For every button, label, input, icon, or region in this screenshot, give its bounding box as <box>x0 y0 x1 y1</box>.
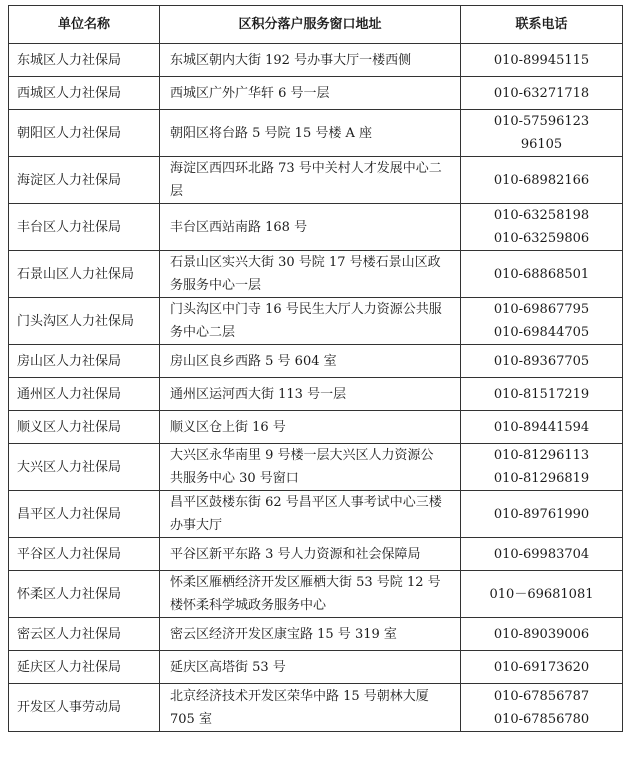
address-line: 海淀区西四环北路 73 号中关村人才发展中心二 <box>170 161 442 176</box>
phone-number: 010-69983704 <box>493 546 590 562</box>
address-cell <box>160 571 461 618</box>
address-line: 密云区经济开发区康宝路 15 号 319 室 <box>170 626 397 642</box>
phone-number: 010-67856780 <box>493 711 590 727</box>
table-row <box>9 538 623 571</box>
address-line: 通州区运河西大街 113 号一层 <box>170 386 347 402</box>
unit-name-cell: 密云区人力社保局 <box>9 618 160 651</box>
phone-cell <box>461 157 623 204</box>
address-line: 层 <box>170 184 184 199</box>
table-body <box>9 44 623 732</box>
address-line: 务中心二层 <box>170 325 236 340</box>
phone-number: 010-89039006 <box>493 626 590 642</box>
address-line: 丰台区西站南路 168 号 <box>170 219 308 235</box>
phone-number: 010-69173620 <box>493 659 590 675</box>
phone-number: 010-81296113 <box>493 448 590 463</box>
phone-cell <box>461 651 623 684</box>
address-line: 门头沟区中门寺 16 号民生大厅人力资源公共服 <box>170 302 442 317</box>
address-line: 办事大厅 <box>170 518 223 533</box>
table-row <box>9 491 623 538</box>
phone-number: 010-67856787 <box>493 688 590 704</box>
table-header-row <box>9 6 623 44</box>
address-cell <box>160 651 461 684</box>
address-cell <box>160 684 461 732</box>
table-row <box>9 157 623 204</box>
phone-cell <box>461 538 623 571</box>
phone-number: 010-68982166 <box>493 172 590 188</box>
unit-name-cell: 石景山区人力社保局 <box>9 251 160 298</box>
phone-cell <box>461 378 623 411</box>
phone-cell <box>461 684 623 732</box>
address-line: 大兴区永华南里 9 号楼一层大兴区人力资源公 <box>170 448 434 463</box>
table-row <box>9 571 623 618</box>
unit-name-cell: 房山区人力社保局 <box>9 345 160 378</box>
unit-name-cell: 开发区人事劳动局 <box>9 684 160 732</box>
phone-number: 010-81296819 <box>493 471 590 486</box>
table-row <box>9 44 623 77</box>
address-cell <box>160 77 461 110</box>
phone-cell <box>461 204 623 251</box>
phone-number: 010-63258198 <box>493 208 590 223</box>
table-row <box>9 298 623 345</box>
phone-number: 010-89441594 <box>493 419 590 435</box>
table-row <box>9 110 623 157</box>
unit-name-cell: 丰台区人力社保局 <box>9 204 160 251</box>
address-cell <box>160 444 461 491</box>
contact-table <box>8 5 623 732</box>
table-row <box>9 378 623 411</box>
address-cell <box>160 298 461 345</box>
table-row <box>9 618 623 651</box>
unit-name-cell: 大兴区人力社保局 <box>9 444 160 491</box>
header-phone: 联系电话 <box>461 6 623 44</box>
address-cell <box>160 345 461 378</box>
phone-number: 96105 <box>520 137 563 152</box>
address-line: 顺义区仓上街 16 号 <box>170 419 286 435</box>
phone-number: 010-81517219 <box>493 386 590 402</box>
phone-number: 010-69844705 <box>493 325 590 340</box>
phone-cell <box>461 618 623 651</box>
address-line: 石景山区实兴大街 30 号院 17 号楼石景山区政 <box>170 255 441 270</box>
phone-number: 010-63271718 <box>493 85 590 101</box>
address-line: 怀柔区雁栖经济开发区雁栖大街 53 号院 12 号 <box>170 575 441 590</box>
address-line: 朝阳区将台路 5 号院 15 号楼 A 座 <box>170 125 372 141</box>
phone-number: 010-63259806 <box>493 231 590 246</box>
address-cell <box>160 378 461 411</box>
address-line: 东城区朝内大街 192 号办事大厅一楼西侧 <box>170 52 412 68</box>
table-row <box>9 444 623 491</box>
phone-cell <box>461 298 623 345</box>
table-row <box>9 651 623 684</box>
address-cell <box>160 44 461 77</box>
unit-name-cell: 朝阳区人力社保局 <box>9 110 160 157</box>
address-line: 北京经济技术开发区荣华中路 15 号朝林大厦 <box>170 688 429 704</box>
address-line: 房山区良乡西路 5 号 604 室 <box>170 353 337 369</box>
phone-cell <box>461 77 623 110</box>
address-cell <box>160 538 461 571</box>
unit-name-cell: 怀柔区人力社保局 <box>9 571 160 618</box>
unit-name-cell: 西城区人力社保局 <box>9 77 160 110</box>
unit-name-cell: 昌平区人力社保局 <box>9 491 160 538</box>
address-line: 昌平区鼓楼东街 62 号昌平区人事考试中心三楼 <box>170 495 442 510</box>
phone-number: 010-89761990 <box>493 506 590 522</box>
address-cell <box>160 110 461 157</box>
phone-number: 010-69867795 <box>493 302 590 317</box>
address-line: 延庆区高塔街 53 号 <box>170 659 286 675</box>
phone-cell <box>461 411 623 444</box>
header-address: 区积分落户服务窗口地址 <box>160 6 461 44</box>
unit-name-cell: 通州区人力社保局 <box>9 378 160 411</box>
address-cell <box>160 204 461 251</box>
address-line: 务服务中心一层 <box>170 278 262 293</box>
phone-number: 010-68868501 <box>493 266 590 282</box>
phone-cell <box>461 444 623 491</box>
address-line: 705 室 <box>170 711 212 727</box>
phone-number: 010-89367705 <box>493 353 590 369</box>
phone-cell <box>461 345 623 378</box>
phone-cell <box>461 44 623 77</box>
unit-name-cell: 顺义区人力社保局 <box>9 411 160 444</box>
unit-name-cell: 平谷区人力社保局 <box>9 538 160 571</box>
address-cell <box>160 157 461 204</box>
phone-cell <box>461 110 623 157</box>
unit-name-cell: 海淀区人力社保局 <box>9 157 160 204</box>
address-cell <box>160 251 461 298</box>
table-row <box>9 77 623 110</box>
unit-name-cell: 延庆区人力社保局 <box>9 651 160 684</box>
address-cell <box>160 618 461 651</box>
phone-number: 010－69681081 <box>489 586 594 602</box>
phone-cell <box>461 571 623 618</box>
address-cell <box>160 411 461 444</box>
phone-number: 010-89945115 <box>493 52 590 68</box>
table-row <box>9 411 623 444</box>
unit-name-cell: 东城区人力社保局 <box>9 44 160 77</box>
table-row <box>9 345 623 378</box>
unit-name-cell: 门头沟区人力社保局 <box>9 298 160 345</box>
phone-number: 010-57596123 <box>493 114 590 129</box>
phone-cell <box>461 251 623 298</box>
address-line: 西城区广外广华轩 6 号一层 <box>170 85 330 101</box>
address-line: 楼怀柔科学城政务服务中心 <box>170 598 327 613</box>
phone-cell <box>461 491 623 538</box>
table-row <box>9 204 623 251</box>
address-cell <box>160 491 461 538</box>
table-row <box>9 684 623 732</box>
header-unit: 单位名称 <box>9 6 160 44</box>
table-row <box>9 251 623 298</box>
address-line: 共服务中心 30 号窗口 <box>170 471 299 486</box>
address-line: 平谷区新平东路 3 号人力资源和社会保障局 <box>170 546 421 562</box>
